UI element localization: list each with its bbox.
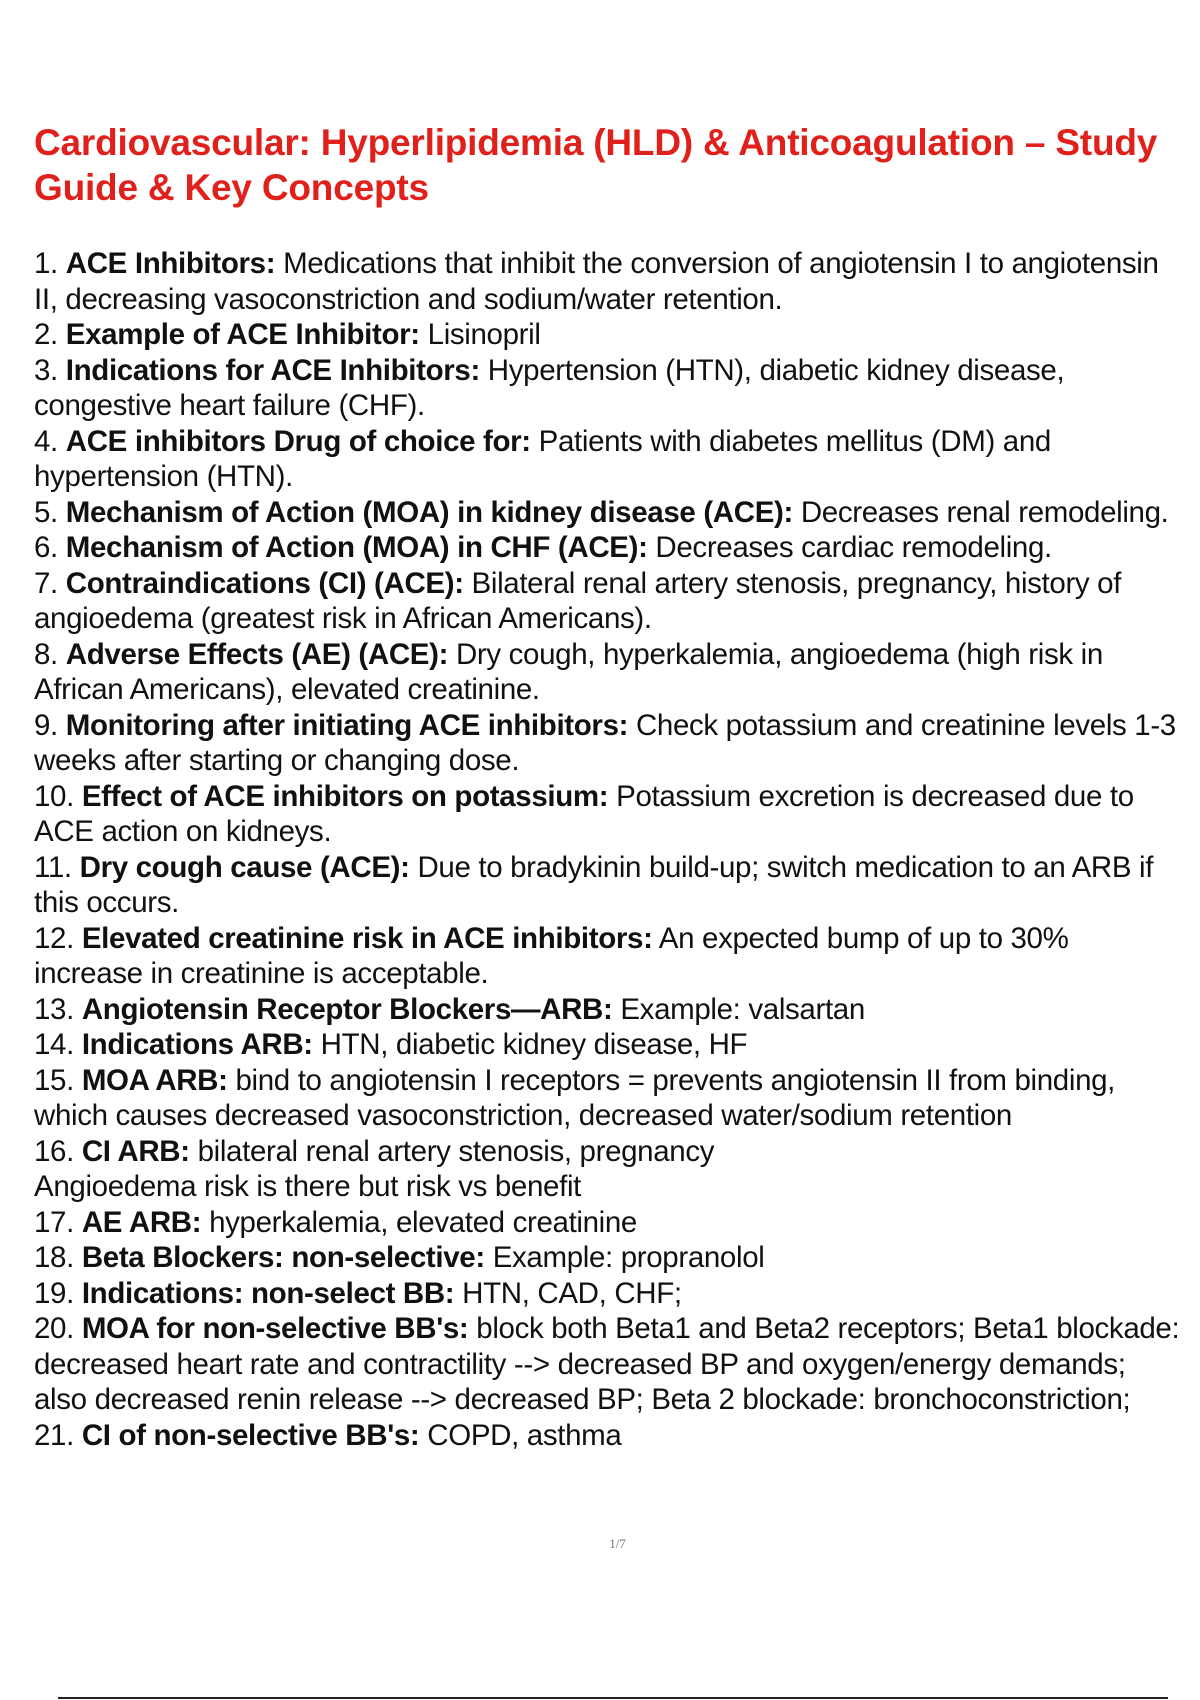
list-item (34, 353, 1184, 424)
list-item (34, 1418, 1184, 1454)
item-term: Mechanism of Action (MOA) in kidney disease (ACE): (65, 495, 793, 529)
item-number: 1. (34, 247, 58, 280)
item-term: AE ARB: (81, 1205, 202, 1239)
list-item (34, 992, 1184, 1028)
item-term: Monitoring after initiating ACE inhibitors: (65, 708, 629, 742)
list-item (34, 317, 1184, 353)
item-text: block both Beta1 and Beta2 receptors; Beta1 blockade: decreased heart rate and contractility --> decreased BP and oxygen/energy demands; also decreased renin release --> decreased BP; Beta 2 blockade: bronchoconstriction; (34, 1312, 1180, 1416)
item-term: CI of non-selective BB's: (81, 1418, 420, 1452)
document-title: Cardiovascular: Hyperlipidemia (HLD) & Anticoagulation – Study Guide & Key Concepts (34, 122, 1158, 208)
item-term: Example of ACE Inhibitor: (65, 318, 420, 351)
item-number: 8. (34, 637, 58, 671)
item-term: Contraindications (CI) (ACE): (65, 566, 464, 600)
item-text: Hypertension (HTN), diabetic kidney disease, congestive heart failure (CHF). (34, 353, 1065, 422)
list-item (34, 566, 1184, 637)
item-term: Effect of ACE inhibitors on potassium: (81, 779, 609, 813)
list-item (34, 424, 1184, 495)
list-item (34, 1063, 1184, 1134)
list-item (34, 1205, 1184, 1241)
item-number: 19. (34, 1276, 74, 1310)
list-item (34, 495, 1184, 531)
item-number: 20. (34, 1312, 74, 1345)
item-text: Decreases cardiac remodeling. (655, 531, 1052, 564)
list-item (34, 637, 1184, 708)
item-number: 11. (34, 850, 72, 884)
list-item (34, 779, 1184, 850)
item-text: HTN, diabetic kidney disease, HF (320, 1028, 748, 1061)
list-item (34, 921, 1184, 992)
item-number: 5. (34, 495, 58, 529)
item-text: Medications that inhibit the conversion of angiotensin I to angiotensin II, decreasing vasoconstriction and sodium/water retention. (34, 247, 1159, 316)
item-text: Bilateral renal artery stenosis, pregnancy, history of angioedema (greatest risk in African Americans). (34, 566, 1122, 635)
item-number: 17. (34, 1205, 74, 1239)
list-item (34, 850, 1184, 921)
list-item (34, 246, 1184, 317)
item-number: 4. (34, 424, 58, 458)
item-text: hyperkalemia, elevated creatinine (209, 1205, 637, 1239)
item-term: CI ARB: (81, 1134, 190, 1168)
item-text: COPD, asthma (427, 1418, 622, 1452)
document-page (34, 120, 1184, 1453)
item-term: Mechanism of Action (MOA) in CHF (ACE): (65, 531, 648, 564)
list-item (34, 708, 1184, 779)
item-number: 21. (34, 1418, 74, 1452)
item-text: Decreases renal remodeling. (800, 495, 1169, 529)
item-text: An expected bump of up to 30% increase in creatinine is acceptable. (34, 921, 1069, 990)
item-text: Example: valsartan (620, 992, 865, 1026)
item-term: Elevated creatinine risk in ACE inhibitors: (81, 921, 653, 955)
item-text: Example: propranolol (492, 1241, 765, 1274)
item-text: Check potassium and creatinine levels 1-3 weeks after starting or changing dose. (34, 708, 1176, 777)
item-number: 15. (34, 1063, 74, 1097)
item-text: Patients with diabetes mellitus (DM) and hypertension (HTN). (34, 424, 1051, 493)
item-number: 6. (34, 531, 58, 564)
item-number: 2. (34, 318, 58, 351)
study-list (34, 246, 1184, 1453)
item-text: Lisinopril (427, 318, 541, 351)
item-number: 3. (34, 353, 58, 387)
item-number: 7. (34, 566, 58, 600)
item-number: 12. (34, 921, 74, 955)
item-term: Angiotensin Receptor Blockers—ARB: (81, 992, 613, 1026)
item-term: Indications for ACE Inhibitors: (65, 353, 480, 387)
item-text: Potassium excretion is decreased due to ACE action on kidneys. (34, 779, 1134, 848)
list-item (34, 1311, 1184, 1418)
item-term: Beta Blockers: non-selective: (81, 1241, 485, 1274)
item-number: 10. (34, 779, 74, 813)
item-number: 18. (34, 1241, 74, 1274)
item-number: 9. (34, 708, 58, 742)
item-term: MOA for non-selective BB's: (81, 1312, 469, 1345)
item-note: Angioedema risk is there but risk vs benefit (34, 1170, 582, 1203)
list-item (34, 1134, 1184, 1205)
page-number: 1/7 (609, 1536, 626, 1551)
item-text: HTN, CAD, CHF; (462, 1276, 682, 1310)
item-term: Adverse Effects (AE) (ACE): (65, 637, 449, 671)
item-text: Dry cough, hyperkalemia, angioedema (high risk in African Americans), elevated creatinine. (34, 637, 1103, 706)
item-number: 16. (34, 1134, 74, 1168)
list-item (34, 1240, 1184, 1276)
item-text: Due to bradykinin build-up; switch medication to an ARB if this occurs. (34, 850, 1154, 919)
item-term: ACE inhibitors Drug of choice for: (65, 424, 531, 458)
item-text: bilateral renal artery stenosis, pregnancy (197, 1134, 715, 1168)
list-item (34, 530, 1184, 566)
list-item (34, 1027, 1184, 1063)
bottom-divider (58, 1697, 1168, 1699)
item-term: Indications ARB: (81, 1028, 313, 1061)
item-term: ACE Inhibitors: (65, 247, 276, 280)
item-term: Indications: non-select BB: (81, 1276, 455, 1310)
item-number: 14. (34, 1028, 74, 1061)
list-item (34, 1276, 1184, 1312)
item-term: Dry cough cause (ACE): (79, 850, 410, 884)
item-text: bind to angiotensin I receptors = prevents angiotensin II from binding, which causes decreased vasoconstriction, decreased water/sodium retention (34, 1063, 1116, 1132)
item-term: MOA ARB: (81, 1063, 228, 1097)
item-number: 13. (34, 992, 74, 1026)
